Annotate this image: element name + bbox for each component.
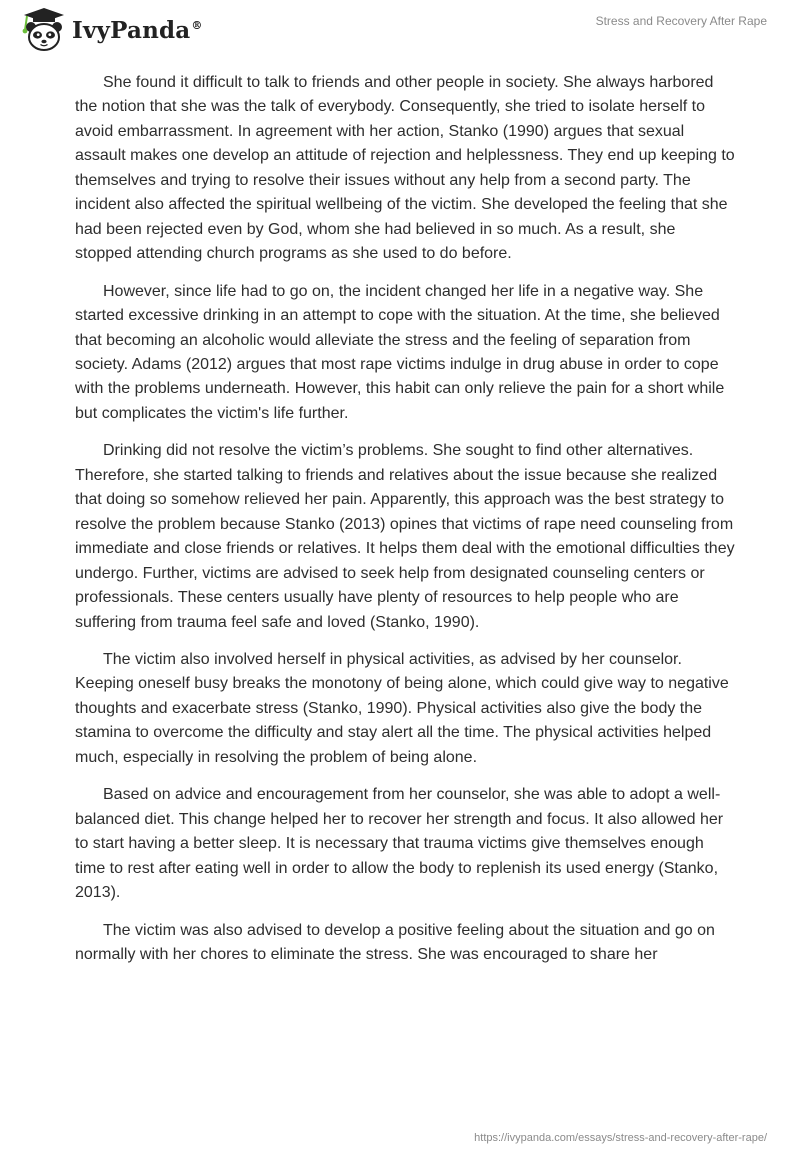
paragraph: She found it difficult to talk to friends and other people in society. She always harbored the notion that she was the talk of everybody. Consequently, she tried to isolate herself to avoid embarrassment. In agreement with her action, Stanko (1990) argues that sexual assault makes one develop an attitude of rejection and helplessness. They end up keeping to themselves and trying to resolve their issues without any help from a second party. The incident also affected the spiritual wellbeing of the victim. She developed the feeling that she had been rejected even by God, whom she had believed in so much. As a result, she stopped attending church programs as she used to do before. [75, 74, 735, 263]
page-header [0, 0, 800, 60]
paragraph: However, since life had to go on, the incident changed her life in a negative way. She started excessive drinking in an attempt to cope with the situation. At the time, she believed that becoming an alcoholic would alleviate the stress and the feeling of separation from society. Adams (2012) argues that most rape victims indulge in drug abuse in order to cope with the problems underneath. However, this habit can only relieve the pain for a short while but complicates the victim's life further. [75, 282, 725, 422]
source-url-link[interactable]: https://ivypanda.com/essays/stress-and-recovery-after-rape/ [474, 1132, 767, 1144]
paragraph: The victim was also advised to develop a positive feeling about the situation and go on normally with her chores to eliminate the stress. She was encouraged to share her [75, 921, 715, 963]
paragraph: Based on advice and encouragement from her counselor, she was able to adopt a well-balanced diet. This change helped her to recover her strength and focus. It also allowed her to start having a better sleep. It is necessary that trauma victims give themselves enough time to rest after eating well in order to allow the body to replenish its used energy (Stanko, 2013). [75, 786, 724, 902]
paragraph: Drinking did not resolve the victim’s problems. She sought to find other alternatives. Therefore, she started talking to friends and relatives about the issue because she realized that doing so somehow relieved her pain. Apparently, this approach was the best strategy to resolve the problem because Stanko (2013) opines that victims of rape need counseling from immediate and close friends or relatives. It helps them deal with the emotional difficulties they undergo. Further, victims are advised to seek help from designated counseling centers or professionals. These centers usually have plenty of resources to help people who are suffering from trauma feel safe and loved (Stanko, 1990). [75, 442, 735, 631]
running-title: Stress and Recovery After Rape [595, 14, 767, 28]
paragraph: The victim also involved herself in physical activities, as advised by her counselor. Keeping oneself busy breaks the monotony of being alone, which could give way to negative thoughts and exacerbate stress (Stanko, 1990). Physical activities also give the body the stamina to overcome the difficulty and stay alert all the time. The physical activities helped much, especially in resolving the problem of being alone. [75, 650, 729, 766]
brand-logo[interactable] [14, 6, 203, 54]
brand-name: IvyPanda® [72, 16, 203, 44]
panda-graduate-icon [14, 6, 70, 54]
essay-body [75, 71, 735, 980]
